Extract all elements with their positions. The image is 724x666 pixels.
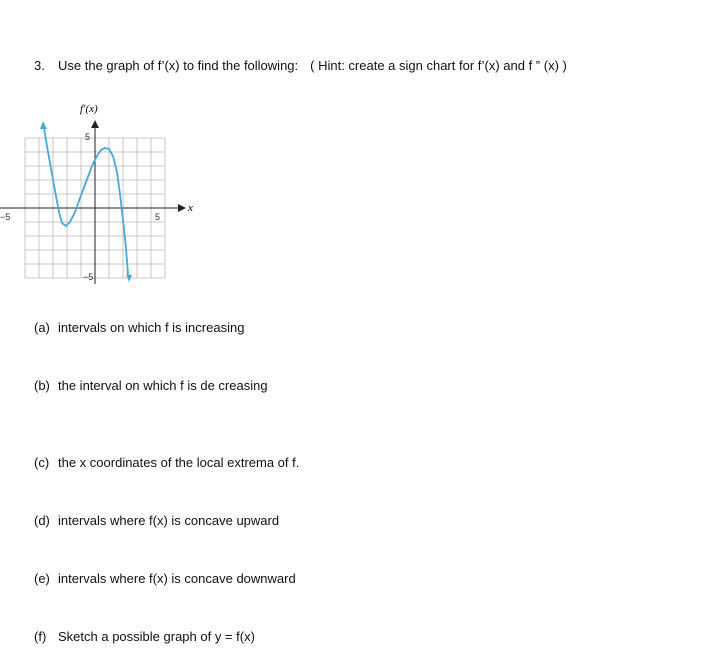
tick-label-top: 5: [85, 132, 91, 142]
problem-header: [34, 58, 567, 73]
x-axis-label: x: [188, 202, 193, 214]
problem-hint: ( Hint: create a sign chart for f’(x) and f ” (x) ): [310, 58, 567, 73]
question-d: [34, 513, 279, 528]
y-axis-arrow: [91, 120, 99, 128]
question-label: (f): [34, 629, 47, 644]
question-text: the interval on which f is de creasing: [58, 378, 268, 393]
derivative-graph: [0, 90, 210, 300]
question-e: [34, 571, 296, 586]
question-b: [34, 378, 268, 393]
question-text: Sketch a possible graph of y = f(x): [58, 629, 255, 644]
curve-arrow-top: [40, 121, 47, 129]
tick-label-left: −5: [0, 212, 11, 222]
tick-label-right: 5: [155, 212, 161, 222]
question-text: intervals where f(x) is concave upward: [58, 513, 280, 528]
x-axis-arrow: [178, 204, 186, 212]
graph-axes: [0, 120, 186, 284]
question-c: [34, 455, 299, 470]
question-label: (d): [34, 513, 50, 528]
question-label: (c): [34, 455, 50, 470]
question-label: (b): [34, 378, 50, 393]
question-label: (e): [34, 571, 50, 586]
problem-prompt: Use the graph of f’(x) to find the following:: [58, 58, 299, 73]
question-text: intervals on which f is increasing: [58, 320, 245, 335]
problem-number: 3.: [34, 58, 45, 73]
derivative-curve: [44, 128, 128, 274]
question-text: intervals where f(x) is concave downward: [58, 571, 296, 586]
question-a: [34, 320, 244, 335]
question-f: [34, 629, 255, 644]
tick-label-bottom: −5: [83, 272, 94, 282]
question-text: the x coordinates of the local extrema of f.: [58, 455, 300, 470]
y-axis-label: f′(x): [80, 103, 98, 115]
question-label: (a): [34, 320, 50, 335]
